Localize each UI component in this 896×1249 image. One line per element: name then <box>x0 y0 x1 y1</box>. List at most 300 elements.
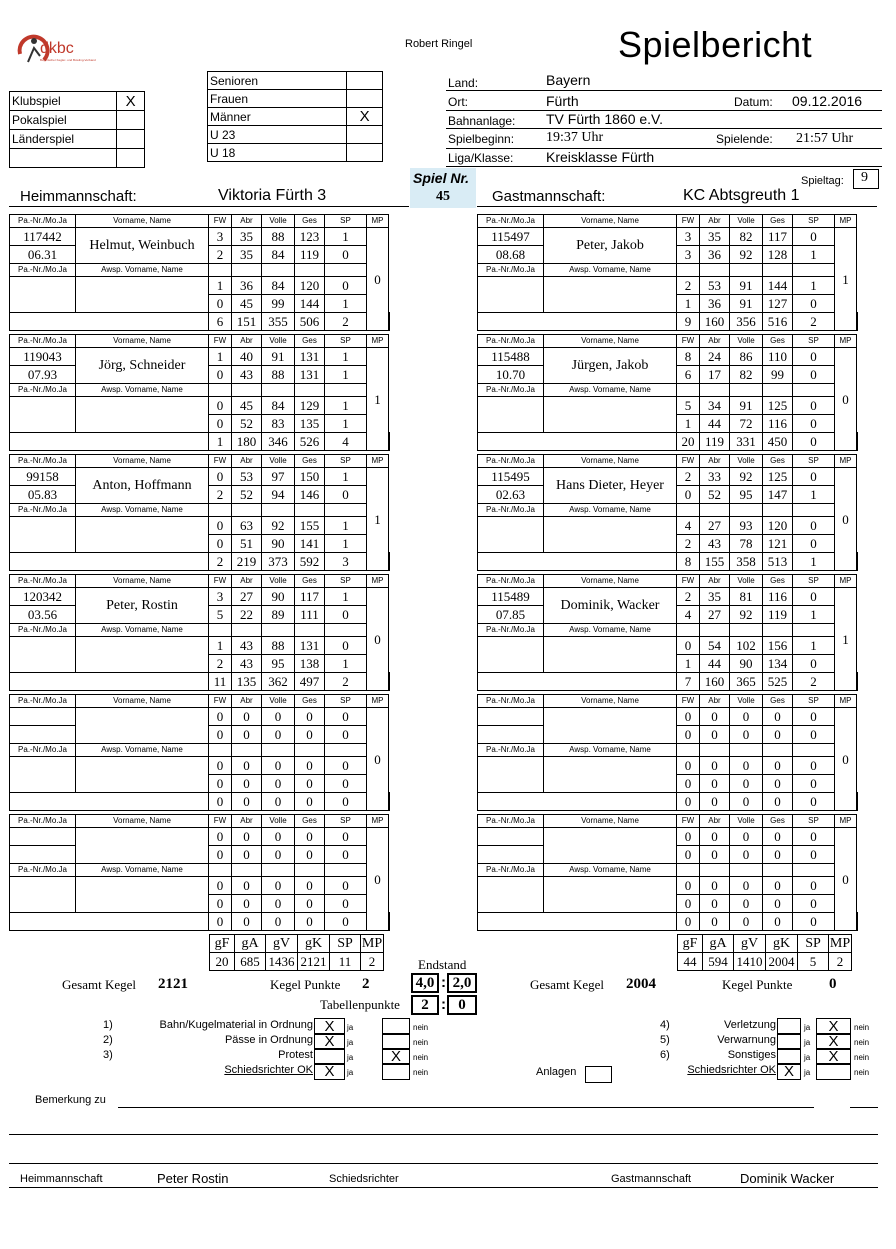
total-cell[interactable]: 7 <box>677 673 700 691</box>
player-name[interactable] <box>544 828 677 864</box>
score-cell[interactable]: 53 <box>232 468 262 486</box>
total-cell[interactable]: 155 <box>700 553 730 571</box>
score-cell[interactable]: 119 <box>763 606 793 624</box>
player-mp[interactable]: 0 <box>835 708 857 811</box>
score-cell[interactable]: 5 <box>677 397 700 415</box>
score-cell[interactable]: 90 <box>262 535 295 553</box>
score-cell[interactable]: 1 <box>325 228 367 246</box>
score-cell[interactable]: 3 <box>677 246 700 264</box>
score-cell[interactable]: 0 <box>325 775 367 793</box>
total-cell[interactable]: 346 <box>262 433 295 451</box>
score-cell[interactable]: 0 <box>730 895 763 913</box>
total-cell[interactable]: 0 <box>209 793 232 811</box>
total-cell[interactable]: 160 <box>700 313 730 331</box>
score-cell[interactable]: 33 <box>700 468 730 486</box>
score-cell[interactable]: 1 <box>325 517 367 535</box>
score-cell[interactable]: 83 <box>262 415 295 433</box>
score-cell[interactable]: 0 <box>295 775 325 793</box>
player-name[interactable] <box>544 708 677 744</box>
total-cell[interactable]: 3 <box>325 553 367 571</box>
score-cell[interactable]: 43 <box>232 655 262 673</box>
score-cell[interactable]: 0 <box>677 637 700 655</box>
score-cell[interactable]: 0 <box>793 655 835 673</box>
total-cell[interactable]: 119 <box>700 433 730 451</box>
total-cell[interactable]: 1 <box>793 553 835 571</box>
score-cell[interactable]: 117 <box>295 588 325 606</box>
team-total-value[interactable]: 11 <box>330 953 361 971</box>
total-cell[interactable]: 9 <box>677 313 700 331</box>
score-cell[interactable]: 0 <box>209 517 232 535</box>
player-birth[interactable] <box>478 846 544 864</box>
category-checkbox[interactable] <box>347 126 383 144</box>
score-cell[interactable]: 63 <box>232 517 262 535</box>
total-cell[interactable]: 2 <box>793 313 835 331</box>
score-cell[interactable]: 155 <box>295 517 325 535</box>
score-cell[interactable]: 1 <box>209 637 232 655</box>
score-cell[interactable]: 131 <box>295 348 325 366</box>
score-cell[interactable]: 0 <box>700 895 730 913</box>
score-cell[interactable]: 72 <box>730 415 763 433</box>
team-total-value[interactable]: 44 <box>678 953 703 971</box>
score-cell[interactable]: 0 <box>793 726 835 744</box>
score-cell[interactable]: 22 <box>232 606 262 624</box>
score-cell[interactable]: 0 <box>232 828 262 846</box>
player-name[interactable]: Jürgen, Jakob <box>544 348 677 384</box>
total-cell[interactable]: 0 <box>763 793 793 811</box>
score-cell[interactable]: 1 <box>677 295 700 313</box>
substitute-name[interactable] <box>76 877 209 913</box>
score-cell[interactable]: 0 <box>730 708 763 726</box>
score-cell[interactable]: 1 <box>209 348 232 366</box>
player-pass-number[interactable]: 115488 <box>478 348 544 366</box>
total-cell[interactable]: 1 <box>209 433 232 451</box>
total-cell[interactable]: 180 <box>232 433 262 451</box>
total-cell[interactable]: 0 <box>325 793 367 811</box>
score-cell[interactable]: 0 <box>763 757 793 775</box>
total-cell[interactable]: 0 <box>232 913 262 931</box>
total-cell[interactable]: 11 <box>209 673 232 691</box>
score-cell[interactable]: 0 <box>209 757 232 775</box>
score-cell[interactable]: 0 <box>763 726 793 744</box>
score-cell[interactable]: 0 <box>677 486 700 504</box>
score-cell[interactable]: 0 <box>793 846 835 864</box>
score-cell[interactable]: 0 <box>677 846 700 864</box>
score-cell[interactable]: 0 <box>209 535 232 553</box>
substitute-name[interactable] <box>76 517 209 553</box>
score-cell[interactable]: 1 <box>793 606 835 624</box>
score-cell[interactable]: 0 <box>730 846 763 864</box>
total-cell[interactable]: 151 <box>232 313 262 331</box>
player-mp[interactable]: 0 <box>835 348 857 451</box>
score-cell[interactable]: 3 <box>677 228 700 246</box>
substitute-pass-number[interactable] <box>10 277 76 313</box>
category-checkbox[interactable] <box>347 144 383 162</box>
total-cell[interactable]: 2 <box>793 673 835 691</box>
player-name[interactable]: Anton, Hoffmann <box>76 468 209 504</box>
team-total-value[interactable]: 2 <box>361 953 384 971</box>
score-cell[interactable]: 2 <box>677 535 700 553</box>
score-cell[interactable]: 0 <box>209 846 232 864</box>
score-cell[interactable]: 0 <box>209 726 232 744</box>
score-cell[interactable]: 0 <box>763 708 793 726</box>
match-type-checkbox[interactable] <box>117 130 145 149</box>
score-cell[interactable]: 34 <box>700 397 730 415</box>
score-cell[interactable]: 120 <box>295 277 325 295</box>
score-cell[interactable]: 1 <box>209 277 232 295</box>
score-cell[interactable]: 2 <box>209 246 232 264</box>
score-cell[interactable]: 4 <box>677 517 700 535</box>
player-birth[interactable]: 10.70 <box>478 366 544 384</box>
score-cell[interactable]: 0 <box>262 895 295 913</box>
score-cell[interactable]: 131 <box>295 366 325 384</box>
total-cell[interactable]: 526 <box>295 433 325 451</box>
score-cell[interactable]: 156 <box>763 637 793 655</box>
player-pass-number[interactable]: 119043 <box>10 348 76 366</box>
score-cell[interactable]: 0 <box>325 726 367 744</box>
category-checkbox[interactable] <box>347 72 383 90</box>
total-cell[interactable]: 6 <box>209 313 232 331</box>
player-name[interactable]: Peter, Rostin <box>76 588 209 624</box>
total-cell[interactable]: 0 <box>730 793 763 811</box>
score-cell[interactable]: 1 <box>793 486 835 504</box>
score-cell[interactable]: 1 <box>793 637 835 655</box>
total-cell[interactable]: 0 <box>677 913 700 931</box>
category-checkbox[interactable] <box>347 90 383 108</box>
total-cell[interactable]: 0 <box>295 913 325 931</box>
score-cell[interactable]: 125 <box>763 397 793 415</box>
score-cell[interactable]: 0 <box>325 277 367 295</box>
score-cell[interactable]: 0 <box>262 708 295 726</box>
score-cell[interactable]: 82 <box>730 366 763 384</box>
score-cell[interactable]: 35 <box>232 228 262 246</box>
total-cell[interactable]: 365 <box>730 673 763 691</box>
player-birth[interactable]: 07.93 <box>10 366 76 384</box>
substitute-pass-number[interactable] <box>10 517 76 553</box>
total-cell[interactable]: 356 <box>730 313 763 331</box>
score-cell[interactable]: 0 <box>793 517 835 535</box>
substitute-pass-number[interactable] <box>10 637 76 673</box>
score-cell[interactable]: 121 <box>763 535 793 553</box>
score-cell[interactable]: 0 <box>295 828 325 846</box>
score-cell[interactable]: 52 <box>232 415 262 433</box>
total-cell[interactable]: 2 <box>325 673 367 691</box>
check-nein-box[interactable]: X <box>382 1048 410 1065</box>
score-cell[interactable]: 0 <box>700 877 730 895</box>
score-cell[interactable]: 95 <box>730 486 763 504</box>
check-ja-box[interactable]: X <box>777 1063 801 1080</box>
score-cell[interactable]: 0 <box>209 828 232 846</box>
score-cell[interactable]: 0 <box>793 228 835 246</box>
substitute-pass-number[interactable] <box>478 757 544 793</box>
score-cell[interactable]: 150 <box>295 468 325 486</box>
total-cell[interactable]: 362 <box>262 673 295 691</box>
score-cell[interactable]: 0 <box>295 757 325 775</box>
score-cell[interactable]: 92 <box>730 246 763 264</box>
player-birth[interactable]: 03.56 <box>10 606 76 624</box>
score-cell[interactable]: 110 <box>763 348 793 366</box>
score-cell[interactable]: 52 <box>232 486 262 504</box>
player-mp[interactable]: 0 <box>367 708 389 811</box>
score-cell[interactable]: 0 <box>262 846 295 864</box>
player-pass-number[interactable]: 99158 <box>10 468 76 486</box>
score-cell[interactable]: 0 <box>793 295 835 313</box>
player-birth[interactable]: 08.68 <box>478 246 544 264</box>
score-cell[interactable]: 0 <box>677 726 700 744</box>
player-birth[interactable] <box>10 726 76 744</box>
substitute-pass-number[interactable] <box>478 637 544 673</box>
score-cell[interactable]: 0 <box>209 895 232 913</box>
score-cell[interactable]: 0 <box>295 877 325 895</box>
substitute-name[interactable] <box>544 277 677 313</box>
player-mp[interactable]: 1 <box>835 228 857 331</box>
score-cell[interactable]: 119 <box>295 246 325 264</box>
score-cell[interactable]: 8 <box>677 348 700 366</box>
score-cell[interactable]: 0 <box>677 757 700 775</box>
total-cell[interactable]: 516 <box>763 313 793 331</box>
score-cell[interactable]: 0 <box>325 877 367 895</box>
score-cell[interactable]: 144 <box>763 277 793 295</box>
score-cell[interactable]: 1 <box>325 295 367 313</box>
score-cell[interactable]: 53 <box>700 277 730 295</box>
total-cell[interactable]: 0 <box>325 913 367 931</box>
player-birth[interactable]: 06.31 <box>10 246 76 264</box>
score-cell[interactable]: 84 <box>262 277 295 295</box>
score-cell[interactable]: 27 <box>700 606 730 624</box>
total-cell[interactable]: 0 <box>262 913 295 931</box>
score-cell[interactable]: 45 <box>232 295 262 313</box>
score-cell[interactable]: 0 <box>793 468 835 486</box>
player-name[interactable]: Helmut, Weinbuch <box>76 228 209 264</box>
score-cell[interactable]: 2 <box>677 468 700 486</box>
total-cell[interactable]: 0 <box>700 793 730 811</box>
score-cell[interactable]: 146 <box>295 486 325 504</box>
player-pass-number[interactable]: 115495 <box>478 468 544 486</box>
check-nein-box[interactable] <box>816 1063 851 1080</box>
score-cell[interactable]: 4 <box>677 606 700 624</box>
total-cell[interactable]: 135 <box>232 673 262 691</box>
team-total-value[interactable]: 594 <box>703 953 734 971</box>
score-cell[interactable]: 3 <box>209 588 232 606</box>
score-cell[interactable]: 0 <box>295 708 325 726</box>
score-cell[interactable]: 91 <box>730 397 763 415</box>
player-mp[interactable]: 0 <box>835 828 857 931</box>
score-cell[interactable]: 91 <box>730 277 763 295</box>
team-total-value[interactable]: 2121 <box>298 953 330 971</box>
player-name[interactable]: Hans Dieter, Heyer <box>544 468 677 504</box>
score-cell[interactable]: 0 <box>763 846 793 864</box>
score-cell[interactable]: 45 <box>232 397 262 415</box>
substitute-pass-number[interactable] <box>478 397 544 433</box>
score-cell[interactable]: 0 <box>793 415 835 433</box>
score-cell[interactable]: 43 <box>232 366 262 384</box>
score-cell[interactable]: 0 <box>295 726 325 744</box>
anlagen-checkbox[interactable] <box>585 1066 612 1083</box>
player-pass-number[interactable] <box>478 708 544 726</box>
score-cell[interactable]: 27 <box>232 588 262 606</box>
substitute-name[interactable] <box>544 757 677 793</box>
total-cell[interactable]: 160 <box>700 673 730 691</box>
player-pass-number[interactable]: 115489 <box>478 588 544 606</box>
score-cell[interactable]: 92 <box>730 606 763 624</box>
score-cell[interactable]: 2 <box>677 588 700 606</box>
score-cell[interactable]: 81 <box>730 588 763 606</box>
score-cell[interactable]: 102 <box>730 637 763 655</box>
score-cell[interactable]: 52 <box>700 486 730 504</box>
player-pass-number[interactable] <box>478 828 544 846</box>
total-cell[interactable]: 0 <box>262 793 295 811</box>
substitute-name[interactable] <box>544 637 677 673</box>
player-pass-number[interactable] <box>10 828 76 846</box>
check-ja-box[interactable]: X <box>314 1018 345 1035</box>
score-cell[interactable]: 54 <box>700 637 730 655</box>
score-cell[interactable]: 0 <box>209 295 232 313</box>
score-cell[interactable]: 1 <box>325 468 367 486</box>
score-cell[interactable]: 0 <box>793 397 835 415</box>
score-cell[interactable]: 82 <box>730 228 763 246</box>
substitute-pass-number[interactable] <box>478 877 544 913</box>
total-cell[interactable]: 506 <box>295 313 325 331</box>
score-cell[interactable]: 44 <box>700 655 730 673</box>
score-cell[interactable]: 0 <box>793 775 835 793</box>
check-nein-box[interactable] <box>382 1063 410 1080</box>
score-cell[interactable]: 1 <box>677 415 700 433</box>
total-cell[interactable]: 0 <box>677 793 700 811</box>
score-cell[interactable]: 0 <box>677 895 700 913</box>
score-cell[interactable]: 89 <box>262 606 295 624</box>
team-total-value[interactable]: 1436 <box>266 953 298 971</box>
substitute-pass-number[interactable] <box>478 517 544 553</box>
check-nein-box[interactable]: X <box>816 1033 851 1050</box>
total-cell[interactable]: 513 <box>763 553 793 571</box>
score-cell[interactable]: 0 <box>209 877 232 895</box>
player-name[interactable]: Jörg, Schneider <box>76 348 209 384</box>
total-cell[interactable]: 2 <box>209 553 232 571</box>
score-cell[interactable]: 1 <box>325 588 367 606</box>
team-total-value[interactable]: 2004 <box>766 953 798 971</box>
score-cell[interactable]: 0 <box>325 846 367 864</box>
score-cell[interactable]: 51 <box>232 535 262 553</box>
total-cell[interactable]: 0 <box>763 913 793 931</box>
score-cell[interactable]: 0 <box>209 397 232 415</box>
score-cell[interactable]: 0 <box>730 726 763 744</box>
score-cell[interactable]: 0 <box>232 757 262 775</box>
score-cell[interactable]: 0 <box>295 846 325 864</box>
match-type-checkbox[interactable] <box>117 149 145 168</box>
score-cell[interactable]: 93 <box>730 517 763 535</box>
player-pass-number[interactable] <box>10 708 76 726</box>
score-cell[interactable]: 0 <box>700 828 730 846</box>
score-cell[interactable]: 0 <box>325 828 367 846</box>
score-cell[interactable]: 97 <box>262 468 295 486</box>
score-cell[interactable]: 92 <box>262 517 295 535</box>
substitute-pass-number[interactable] <box>10 757 76 793</box>
score-cell[interactable]: 36 <box>232 277 262 295</box>
substitute-pass-number[interactable] <box>10 877 76 913</box>
team-total-value[interactable]: 685 <box>235 953 266 971</box>
score-cell[interactable]: 0 <box>730 877 763 895</box>
total-cell[interactable]: 0 <box>209 913 232 931</box>
score-cell[interactable]: 141 <box>295 535 325 553</box>
score-cell[interactable]: 125 <box>763 468 793 486</box>
score-cell[interactable]: 0 <box>793 708 835 726</box>
score-cell[interactable]: 90 <box>262 588 295 606</box>
player-birth[interactable]: 05.83 <box>10 486 76 504</box>
substitute-name[interactable] <box>76 397 209 433</box>
score-cell[interactable]: 0 <box>677 828 700 846</box>
substitute-name[interactable] <box>544 397 677 433</box>
score-cell[interactable]: 1 <box>325 655 367 673</box>
score-cell[interactable]: 36 <box>700 295 730 313</box>
score-cell[interactable]: 0 <box>793 366 835 384</box>
score-cell[interactable]: 95 <box>262 655 295 673</box>
substitute-pass-number[interactable] <box>478 277 544 313</box>
substitute-name[interactable] <box>544 517 677 553</box>
score-cell[interactable]: 17 <box>700 366 730 384</box>
score-cell[interactable]: 0 <box>700 775 730 793</box>
score-cell[interactable]: 99 <box>763 366 793 384</box>
score-cell[interactable]: 0 <box>730 775 763 793</box>
score-cell[interactable]: 120 <box>763 517 793 535</box>
score-cell[interactable]: 123 <box>295 228 325 246</box>
team-total-value[interactable]: 1410 <box>734 953 766 971</box>
total-cell[interactable]: 331 <box>730 433 763 451</box>
total-cell[interactable]: 2 <box>325 313 367 331</box>
score-cell[interactable]: 111 <box>295 606 325 624</box>
score-cell[interactable]: 116 <box>763 415 793 433</box>
total-cell[interactable]: 355 <box>262 313 295 331</box>
score-cell[interactable]: 84 <box>262 397 295 415</box>
score-cell[interactable]: 1 <box>793 277 835 295</box>
player-pass-number[interactable]: 115497 <box>478 228 544 246</box>
score-cell[interactable]: 144 <box>295 295 325 313</box>
score-cell[interactable]: 3 <box>209 228 232 246</box>
score-cell[interactable]: 0 <box>325 606 367 624</box>
score-cell[interactable]: 1 <box>325 397 367 415</box>
score-cell[interactable]: 0 <box>262 775 295 793</box>
total-cell[interactable]: 4 <box>325 433 367 451</box>
player-birth[interactable]: 02.63 <box>478 486 544 504</box>
score-cell[interactable]: 88 <box>262 366 295 384</box>
score-cell[interactable]: 0 <box>325 637 367 655</box>
score-cell[interactable]: 35 <box>232 246 262 264</box>
total-cell[interactable]: 358 <box>730 553 763 571</box>
score-cell[interactable]: 0 <box>232 726 262 744</box>
team-total-value[interactable]: 5 <box>798 953 829 971</box>
player-name[interactable]: Peter, Jakob <box>544 228 677 264</box>
player-pass-number[interactable]: 117442 <box>10 228 76 246</box>
score-cell[interactable]: 131 <box>295 637 325 655</box>
score-cell[interactable]: 0 <box>325 708 367 726</box>
score-cell[interactable]: 0 <box>232 775 262 793</box>
score-cell[interactable]: 84 <box>262 246 295 264</box>
score-cell[interactable]: 0 <box>793 877 835 895</box>
total-cell[interactable]: 219 <box>232 553 262 571</box>
substitute-name[interactable] <box>544 877 677 913</box>
score-cell[interactable]: 0 <box>793 757 835 775</box>
player-mp[interactable]: 1 <box>367 468 389 571</box>
score-cell[interactable]: 1 <box>325 366 367 384</box>
score-cell[interactable]: 0 <box>232 708 262 726</box>
score-cell[interactable]: 1 <box>793 246 835 264</box>
score-cell[interactable]: 0 <box>793 535 835 553</box>
score-cell[interactable]: 0 <box>209 708 232 726</box>
score-cell[interactable]: 92 <box>730 468 763 486</box>
score-cell[interactable]: 0 <box>677 877 700 895</box>
total-cell[interactable]: 8 <box>677 553 700 571</box>
score-cell[interactable]: 2 <box>209 486 232 504</box>
score-cell[interactable]: 88 <box>262 228 295 246</box>
score-cell[interactable]: 0 <box>209 775 232 793</box>
